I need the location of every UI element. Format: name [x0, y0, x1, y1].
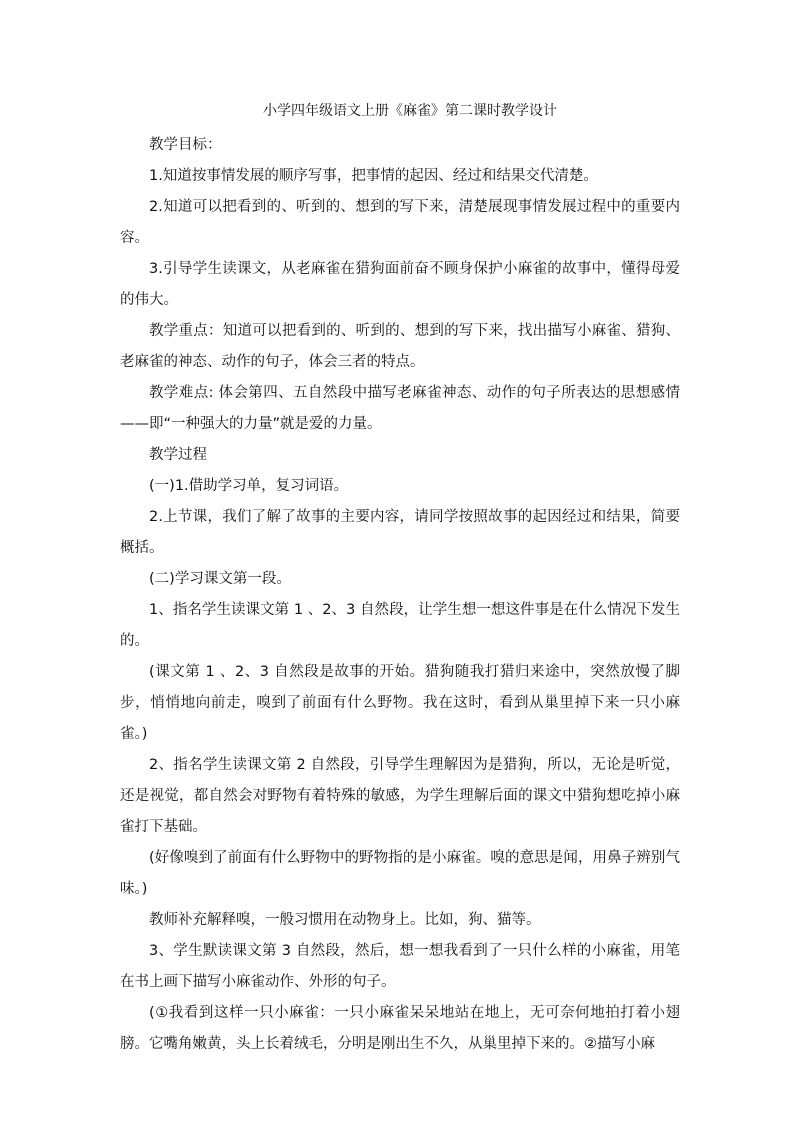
paragraph-goal-1: 1.知道按事情发展的顺序写事，把事情的起因、经过和结果交代清楚。	[149, 168, 598, 184]
document-page	[120, 100, 680, 1060]
paragraph-step-2-heading: (二)学习课文第一段。	[149, 571, 291, 587]
paragraph-step-2-2: 2、指名学生读课文第 2 自然段，引导学生理解因为是猎狗，所以，无论是听觉，还是视觉，都自然会对野物有着特殊的敏感，为学生理解后面的课文中猎狗想吃掉小麻雀打下基础。	[120, 757, 680, 835]
paragraph-step-2-3-note: (①我看到这样一只小麻雀：一只小麻雀呆呆地站在地上，无可奈何地拍打着小翅膀。它嘴角嫩黄，头上长着绒毛，分明是刚出生不久，从巢里掉下来的。②描写小麻	[120, 1005, 680, 1052]
paragraph-step-2-2-note: (好像嗅到了前面有什么野物中的野物指的是小麻雀。嗅的意思是闻，用鼻子辨别气味。)	[120, 850, 680, 897]
paragraph-difficulties: 教学难点: 体会第四、五自然段中描写老麻雀神态、动作的句子所表达的思想感情——即“一种强大的力量”就是爱的力量。	[120, 385, 680, 432]
paragraph-key-points: 教学重点：知道可以把看到的、听到的、想到的写下来，找出描写小麻雀、猎狗、老麻雀的神态、动作的句子，体会三者的特点。	[120, 323, 680, 370]
paragraph-process-heading: 教学过程	[149, 447, 207, 463]
paragraph-goal-3: 3.引导学生读课文，从老麻雀在猎狗面前奋不顾身保护小麻雀的故事中，懂得母爱的伟大。	[120, 261, 680, 308]
paragraph-step-2-3: 3、学生默读课文第 3 自然段，然后，想一想我看到了一只什么样的小麻雀，用笔在书上画下描写小麻雀动作、外形的句子。	[120, 943, 680, 990]
paragraph-step-2-1-note: (课文第 1 、2、3 自然段是故事的开始。猎狗随我打猎归来途中，突然放慢了脚步，悄悄地向前走，嗅到了前面有什么野物。我在这时，看到从巢里掉下来一只小麻雀。)	[120, 664, 680, 742]
paragraph-goal-2: 2.知道可以把看到的、听到的、想到的写下来，清楚展现事情发展过程中的重要内容。	[120, 199, 680, 246]
document-title: 小学四年级语文上册《麻雀》第二课时教学设计	[263, 103, 557, 119]
paragraph-step-2-1: 1、指名学生读课文第 1 、2、3 自然段，让学生想一想这件事是在什么情况下发生的。	[120, 602, 680, 649]
paragraph-teacher-supplement: 教师补充解释嗅，一般习惯用在动物身上。比如，狗、猫等。	[149, 912, 541, 928]
paragraph-step-1-2: 2.上节课，我们了解了故事的主要内容，请同学按照故事的起因经过和结果，简要概括。	[120, 509, 680, 556]
paragraph-teaching-goals-heading: 教学目标：	[149, 137, 222, 153]
paragraph-step-1-1: (一)1.借助学习单，复习词语。	[149, 478, 349, 494]
